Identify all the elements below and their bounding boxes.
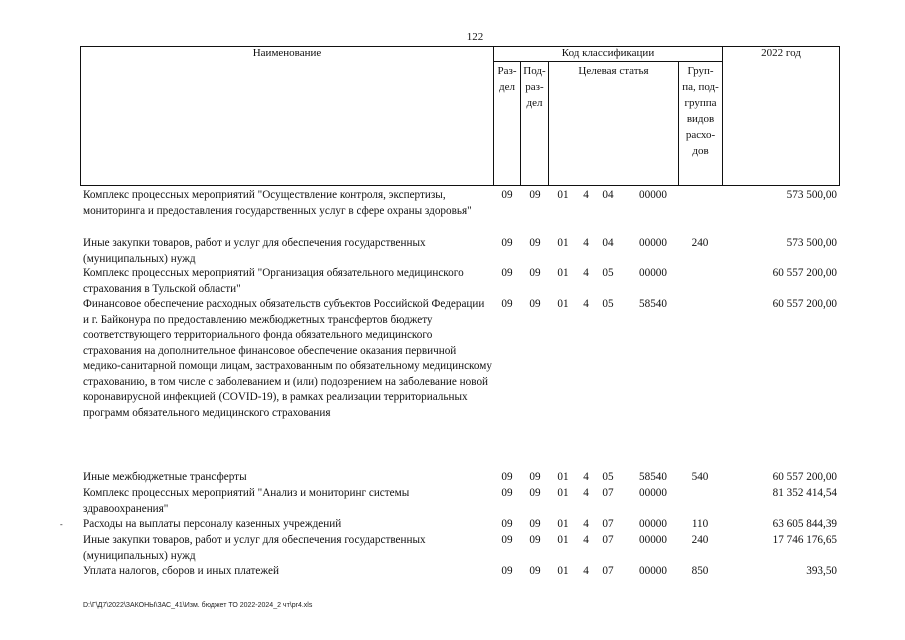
row-amount: 573 500,00 [786, 237, 837, 249]
row-razdel: 09 [501, 565, 513, 577]
row-target-3: 05 [602, 298, 614, 310]
row-target-4: 00000 [639, 189, 667, 201]
row-target-2: 4 [583, 298, 589, 310]
header-year: 2022 год [761, 47, 801, 59]
row-target-3: 07 [602, 518, 614, 530]
row-target-2: 4 [583, 237, 589, 249]
row-target-2: 4 [583, 565, 589, 577]
row-podrazdel: 09 [529, 534, 541, 546]
row-target-3: 04 [602, 189, 614, 201]
row-name: Иные закупки товаров, работ и услуг для обеспечения государственных (муниципальных) нужд [83, 237, 426, 265]
row-target-1: 01 [557, 267, 569, 279]
row-target-4: 00000 [639, 565, 667, 577]
row-target-1: 01 [557, 534, 569, 546]
row-target-2: 4 [583, 518, 589, 530]
row-amount: 393,50 [806, 565, 837, 577]
header-code: Код классификации [561, 47, 655, 59]
row-amount: 63 605 844,39 [772, 518, 837, 530]
row-target-4: 58540 [639, 298, 667, 310]
row-group: 110 [691, 518, 709, 530]
row-target-4: 00000 [639, 487, 667, 499]
row-razdel: 09 [501, 471, 513, 483]
row-razdel: 09 [501, 487, 513, 499]
row-amount: 81 352 414,54 [772, 487, 837, 499]
row-target-1: 01 [557, 518, 569, 530]
header-group: Груп- па, под- группа видов расхо- дов [682, 65, 719, 157]
row-target-1: 01 [557, 471, 569, 483]
row-target-2: 4 [583, 471, 589, 483]
page-number: 122 [466, 31, 484, 43]
row-podrazdel: 09 [529, 189, 541, 201]
row-amount: 60 557 200,00 [772, 267, 837, 279]
row-razdel: 09 [501, 237, 513, 249]
row-name: Финансовое обеспечение расходных обязательств субъектов Российской Федерации и г. Байконура по предоставлению межбюджетных трансфертов бюджету соответствующего территориального фонда обязательного медицинского страхования на дополнительное финансовое обеспечение оказания первичной медико-санитарной помощи лицам, застрахованным по обязательному медицинскому страхованию, в том числе с заболеванием и (или) подозрением на заболевание новой коронавирусной инфекцией (COVID-19), в рамках реализации территориальных программ обязательного медицинского страхования [83, 298, 492, 419]
row-target-2: 4 [583, 534, 589, 546]
row-name: Иные межбюджетные трансферты [83, 471, 247, 483]
row-razdel: 09 [501, 518, 513, 530]
row-target-4: 00000 [639, 534, 667, 546]
header-year-cell [722, 46, 840, 186]
row-target-3: 07 [602, 487, 614, 499]
row-name: Уплата налогов, сборов и иных платежей [83, 565, 279, 577]
row-group: 240 [691, 237, 709, 249]
row-name: Расходы на выплаты персоналу казенных учреждений [83, 518, 342, 530]
row-podrazdel: 09 [529, 487, 541, 499]
row-target-4: 00000 [639, 267, 667, 279]
row-target-3: 07 [602, 534, 614, 546]
row-target-3: 05 [602, 267, 614, 279]
row-target-1: 01 [557, 237, 569, 249]
row-target-2: 4 [583, 267, 589, 279]
row-amount: 17 746 176,65 [772, 534, 837, 546]
row-target-1: 01 [557, 298, 569, 310]
row-razdel: 09 [501, 189, 513, 201]
row-target-3: 07 [602, 565, 614, 577]
row-podrazdel: 09 [529, 565, 541, 577]
row-amount: 60 557 200,00 [772, 298, 837, 310]
row-target-1: 01 [557, 487, 569, 499]
header-name: Наименование [252, 47, 322, 59]
row-podrazdel: 09 [529, 471, 541, 483]
row-razdel: 09 [501, 267, 513, 279]
row-group: 240 [691, 534, 709, 546]
file-path-footer: D:\Г\Д7\2022\ЗАКОНЫ\ЗАС_41\Изм. бюджет ТО 2022-2024_2 чт\pr4.xls [83, 602, 313, 609]
header-target-cell [548, 61, 679, 186]
row-target-1: 01 [557, 189, 569, 201]
row-razdel: 09 [501, 298, 513, 310]
header-razdel: Раз- дел [497, 65, 517, 93]
row-target-3: 05 [602, 471, 614, 483]
row-amount: 60 557 200,00 [772, 471, 837, 483]
row-amount: 573 500,00 [786, 189, 837, 201]
row-target-4: 58540 [639, 471, 667, 483]
row-target-4: 00000 [639, 518, 667, 530]
margin-mark: - [60, 520, 63, 529]
row-group: 850 [691, 565, 709, 577]
row-target-1: 01 [557, 565, 569, 577]
row-name: Комплекс процессных мероприятий "Организация обязательного медицинского страхования в Тульской области" [83, 267, 464, 295]
row-name: Иные закупки товаров, работ и услуг для обеспечения государственных (муниципальных) нужд [83, 534, 426, 562]
row-target-2: 4 [583, 189, 589, 201]
row-target-3: 04 [602, 237, 614, 249]
row-target-2: 4 [583, 487, 589, 499]
row-podrazdel: 09 [529, 518, 541, 530]
header-podrazdel: Под- раз- дел [523, 65, 546, 109]
row-razdel: 09 [501, 534, 513, 546]
row-podrazdel: 09 [529, 267, 541, 279]
row-podrazdel: 09 [529, 298, 541, 310]
row-group: 540 [691, 471, 709, 483]
row-name: Комплекс процессных мероприятий "Анализ и мониторинг системы здравоохранения" [83, 487, 410, 515]
header-name-cell [80, 46, 494, 186]
header-target: Целевая статья [578, 65, 649, 77]
row-podrazdel: 09 [529, 237, 541, 249]
row-target-4: 00000 [639, 237, 667, 249]
row-name: Комплекс процессных мероприятий "Осуществление контроля, экспертизы, мониторинга и предоставления государственных услуг в сфере охраны здоровья" [83, 189, 472, 217]
